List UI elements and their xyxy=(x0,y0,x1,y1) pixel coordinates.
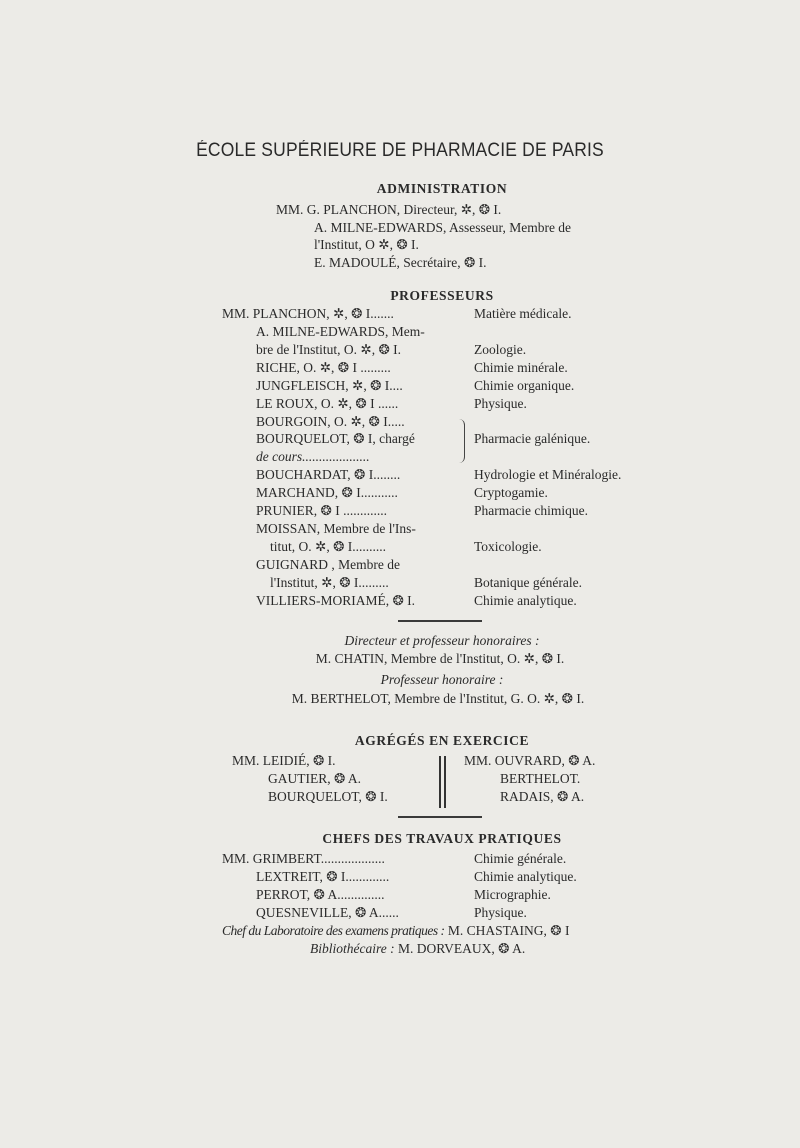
administration-line: l'Institut, O ✲, ❂ I. xyxy=(314,237,419,252)
administration-line: MM. G. PLANCHON, Directeur, ✲, ❂ I. xyxy=(276,202,502,217)
honorary-line: M. CHATIN, Membre de l'Institut, O. ✲, ❂ I. xyxy=(315,651,565,666)
professor-name: MARCHAND, ❂ I........... xyxy=(256,485,398,500)
chef-name: QUESNEVILLE, ❂ A...... xyxy=(256,905,399,920)
professor-name: VILLIERS-MORIAMÉ, ❂ I. xyxy=(256,593,416,608)
professor-name: bre de l'Institut, O. ✲, ❂ I. xyxy=(256,342,402,357)
administration-line: E. MADOULÉ, Secrétaire, ❂ I. xyxy=(314,255,487,270)
chef-laboratoire-line xyxy=(222,923,569,939)
bibliothecaire-name: M. DORVEAUX, ❂ A. xyxy=(397,941,526,956)
honorary-label: Professeur honoraire : xyxy=(380,672,504,687)
chef-subject: Micrographie. xyxy=(474,887,551,902)
chef-subject: Chimie générale. xyxy=(474,851,567,866)
professor-name: MM. PLANCHON, ✲, ❂ I....... xyxy=(222,306,394,321)
professor-subject: Botanique générale. xyxy=(474,575,582,590)
agrege-name: BERTHELOT. xyxy=(500,771,581,786)
chef-laboratoire-label: Chef du Laboratoire des examens pratiques : xyxy=(222,923,445,938)
agreges-heading: AGRÉGÉS EN EXERCICE xyxy=(354,733,530,748)
professor-name: RICHE, O. ✲, ❂ I ......... xyxy=(256,360,391,375)
professor-name: LE ROUX, O. ✲, ❂ I ...... xyxy=(256,396,399,411)
column-separator xyxy=(444,756,446,808)
professor-subject: Zoologie. xyxy=(474,342,527,357)
page-title: ÉCOLE SUPÉRIEURE DE PHARMACIE DE PARIS xyxy=(196,140,604,161)
professor-name: A. MILNE-EDWARDS, Mem- xyxy=(256,324,425,339)
professor-subject: Chimie organique. xyxy=(474,378,575,393)
chef-laboratoire-name: M. CHASTAING, ❂ I xyxy=(447,923,570,938)
professor-subject: Chimie analytique. xyxy=(474,593,577,608)
agrege-name: MM. LEIDIÉ, ❂ I. xyxy=(232,753,336,768)
professor-subject: Pharmacie chimique. xyxy=(474,503,588,518)
professor-name: MOISSAN, Membre de l'Ins- xyxy=(256,521,416,536)
professor-subject: Hydrologie et Minéralogie. xyxy=(474,467,622,482)
professor-name: JUNGFLEISCH, ✲, ❂ I.... xyxy=(256,378,403,393)
honorary-label: Directeur et professeur honoraires : xyxy=(344,633,540,648)
administration-heading: ADMINISTRATION xyxy=(376,181,508,196)
professor-name: BOUCHARDAT, ❂ I........ xyxy=(256,467,401,482)
professor-subject: Matière médicale. xyxy=(474,306,572,321)
chefs-heading: CHEFS DES TRAVAUX PRATIQUES xyxy=(322,831,562,846)
professor-name: de cours.................... xyxy=(256,449,370,464)
section-divider xyxy=(398,620,482,622)
chef-name: MM. GRIMBERT................... xyxy=(222,851,385,866)
chef-subject: Chimie analytique. xyxy=(474,869,577,884)
professor-name: BOURQUELOT, ❂ I, chargé xyxy=(256,431,415,446)
professor-name: BOURGOIN, O. ✲, ❂ I..... xyxy=(256,414,405,429)
honorary-line: M. BERTHELOT, Membre de l'Institut, G. O. ✲, ❂ I. xyxy=(291,691,585,706)
section-divider xyxy=(398,816,482,818)
professor-name: GUIGNARD , Membre de xyxy=(256,557,400,572)
administration-line: A. MILNE-EDWARDS, Assesseur, Membre de xyxy=(314,220,572,235)
agrege-name: RADAIS, ❂ A. xyxy=(500,789,585,804)
professeurs-heading: PROFESSEURS xyxy=(390,288,494,303)
professor-subject: Physique. xyxy=(474,396,527,411)
professor-name: l'Institut, ✲, ❂ I......... xyxy=(270,575,389,590)
professor-subject: Chimie minérale. xyxy=(474,360,568,375)
professor-name: PRUNIER, ❂ I ............. xyxy=(256,503,387,518)
bibliothecaire-label: Bibliothécaire : xyxy=(310,941,395,956)
agrege-name: BOURQUELOT, ❂ I. xyxy=(268,789,388,804)
chef-subject: Physique. xyxy=(474,905,527,920)
grouping-brace xyxy=(458,419,465,463)
agrege-name: GAUTIER, ❂ A. xyxy=(268,771,362,786)
professor-subject: Pharmacie galénique. xyxy=(474,431,591,446)
agrege-name: MM. OUVRARD, ❂ A. xyxy=(464,753,596,768)
bibliothecaire-line xyxy=(310,941,525,957)
professor-subject: Cryptogamie. xyxy=(474,485,548,500)
column-separator xyxy=(439,756,441,808)
chef-name: LEXTREIT, ❂ I............. xyxy=(256,869,390,884)
chef-name: PERROT, ❂ A.............. xyxy=(256,887,385,902)
professor-name: titut, O. ✲, ❂ I.......... xyxy=(270,539,386,554)
professor-subject: Toxicologie. xyxy=(474,539,542,554)
